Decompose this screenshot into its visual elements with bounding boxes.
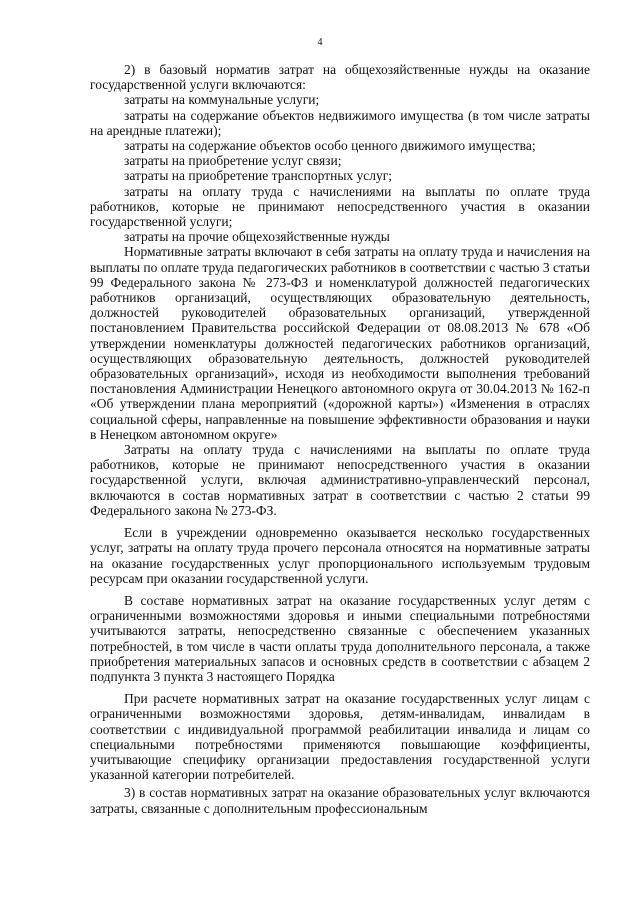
paragraph-staff-costs: Затраты на оплату труда с начислениями на выплаты по оплате труда работников, которые не принимают непосредственного участия в оказании государственной услуги, включая административно-управленческий персонал, включаются в состав нормативных затрат в соответствии с частью 2 статьи 99 Федерального закона № 273-ФЗ. bbox=[90, 442, 590, 518]
paragraph-transport: затраты на приобретение транспортных услуг; bbox=[124, 168, 393, 184]
paragraph-communication: затраты на приобретение услуг связи; bbox=[124, 153, 342, 169]
paragraph-item-2-intro: 2) в базовый норматив затрат на общехозяйственные нужды на оказание государственной услуги включаются: bbox=[90, 62, 590, 93]
page-number: 4 bbox=[317, 37, 323, 48]
paragraph-multiple-services: Если в учреждении одновременно оказывается несколько государственных услуг, затраты на оплату труда прочего персонала относятся на нормативные затраты на оказание государственных услуг пропорционального используемым трудовым ресурсам при оказании государственной услуги. bbox=[90, 525, 590, 586]
paragraph-utilities: затраты на коммунальные услуги; bbox=[124, 92, 320, 108]
paragraph-indirect-staff: затраты на оплату труда с начислениями на выплаты по оплате труда работников, которые не принимают непосредственного участия в оказании государственной услуги; bbox=[90, 183, 590, 230]
paragraph-special-needs-children: В составе нормативных затрат на оказание государственных услуг детям с ограниченными возможностями здоровья и иными специальными потребностями учитываются затраты, непосредственно связанные с обеспечением указанных потребностей, в том числе в части оплаты труда дополнительного персонала, а также приобретения материальных запасов и основных средств в соответствии с абзацем 2 подпункта 3 пункта 3 настоящего Порядка bbox=[90, 592, 590, 684]
paragraph-coefficients: При расчете нормативных затрат на оказание государственных услуг лицам с ограниченными возможностями здоровья, детям-инвалидам, инвалидам в соответствии с индивидуальной программой реабилитации инвалида и лицам со специальными потребностями применяются повышающие коэффициенты, учитывающие специфику организации предоставления государственной услуги указанной категории потребителей. bbox=[90, 691, 590, 783]
document-body bbox=[90, 62, 590, 816]
paragraph-movable-property: затраты на содержание объектов особо ценного движимого имущества; bbox=[124, 138, 536, 154]
paragraph-real-estate: затраты на содержание объектов недвижимого имущества (в том числе затраты на арендные платежи); bbox=[90, 107, 590, 138]
paragraph-normative-costs: Нормативные затраты включают в себя затраты на оплату труда и начисления на выплаты по оплате труда педагогических работников в соответствии с частью 3 статьи 99 Федерального закона № 273-ФЗ и номенклатурой должностей педагогических работников организаций, осуществляющих образовательную деятельность, должностей руководителей образовательных организаций, утвержденной постановлением Правительства российской Федерации от 08.08.2013 № 678 «Об утверждении номенклатуры должностей педагогических работников организаций, осуществляющих образовательную деятельность, должностей руководителей образовательных организаций», исходя из необходимости выполнения требований постановления Администрации Ненецкого автономного округа от 30.04.2013 № 162-п «Об утверждении плана мероприятий («дорожной карты») «Изменения в отраслях социальной сферы, направленные на повышение эффективности образования и науки в Ненецком автономном округе» bbox=[90, 244, 590, 442]
paragraph-other-needs: затраты на прочие общехозяйственные нужды bbox=[124, 229, 390, 245]
paragraph-item-3-intro: 3) в состав нормативных затрат на оказание образовательных услуг включаются затраты, связанные с дополнительным профессиональным bbox=[90, 785, 590, 816]
